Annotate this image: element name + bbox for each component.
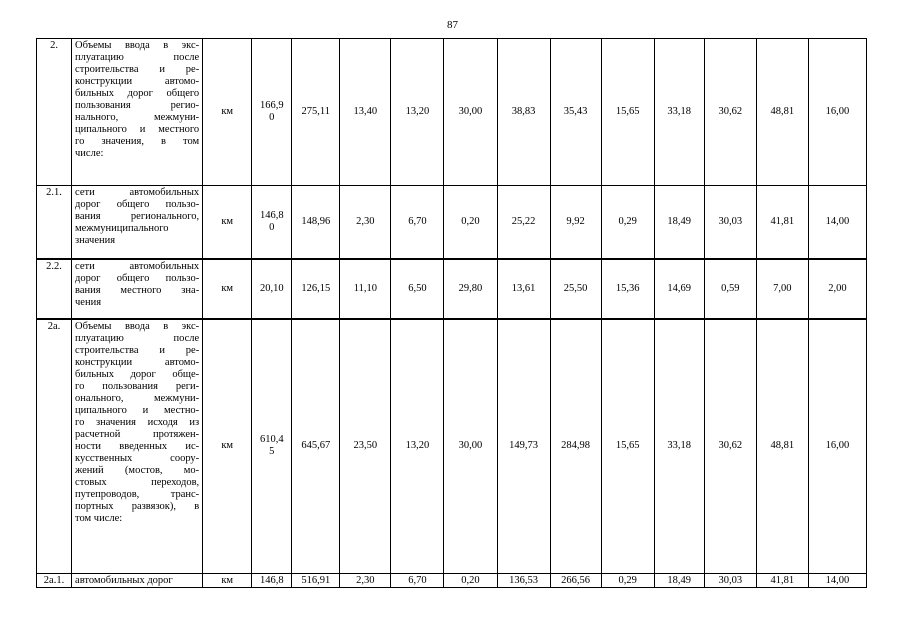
value-cell: 20,10 <box>252 259 292 319</box>
value-cell: 25,50 <box>550 259 601 319</box>
value-cell: 275,11 <box>292 39 340 186</box>
value-cell: 9,92 <box>550 186 601 259</box>
value-cell: 33,18 <box>654 39 704 186</box>
value-cell: 2,30 <box>340 574 391 588</box>
unit-cell: км <box>203 259 252 319</box>
description-line: автомобильных дорог <box>75 575 173 586</box>
description-line: сети автомобильных <box>75 260 200 272</box>
value-cell: 41,81 <box>756 574 808 588</box>
value-cell: 13,20 <box>391 319 444 574</box>
value-cell: 2,30 <box>340 186 391 259</box>
row-number: 2. <box>37 39 72 186</box>
description-line: го пользования реги- <box>75 380 200 392</box>
value-cell: 14,00 <box>808 186 866 259</box>
value-cell: 14,00 <box>808 574 866 588</box>
description-line: конструкции автомо- <box>75 76 200 87</box>
description-line: вания местного зна- <box>75 284 200 296</box>
value-cell: 11,10 <box>340 259 391 319</box>
description-line: стовых переходов, <box>75 476 200 488</box>
value-cell: 13,40 <box>340 39 391 186</box>
description-line: жений (мостов, мо- <box>75 464 200 476</box>
row-number: 2а.1. <box>37 574 72 588</box>
description-line: плуатацию после <box>75 332 200 344</box>
value-cell: 146,8 <box>252 574 292 588</box>
value-cell: 13,61 <box>497 259 550 319</box>
table-row <box>37 319 867 574</box>
value-cell: 126,15 <box>292 259 340 319</box>
unit-cell: км <box>203 319 252 574</box>
value-cell: 148,96 <box>292 186 340 259</box>
value-cell: 136,53 <box>497 574 550 588</box>
value-cell: 15,36 <box>601 259 654 319</box>
table-row <box>37 259 867 319</box>
value-cell: 284,98 <box>550 319 601 574</box>
row-number: 2а. <box>37 319 72 574</box>
description-line: дорог общего пользо- <box>75 272 200 284</box>
description-line: онального, межмуни- <box>75 392 200 404</box>
value-cell: 13,20 <box>391 39 444 186</box>
value-cell: 30,62 <box>704 319 756 574</box>
description-line: ципального и местного <box>75 124 200 135</box>
description-line: Объемы ввода в экс- <box>75 40 200 51</box>
description-line: конструкции автомо- <box>75 356 200 368</box>
value-cell: 266,56 <box>550 574 601 588</box>
value-cell: 25,22 <box>497 186 550 259</box>
description-line: вания регионального, <box>75 211 200 222</box>
value-cell: 30,00 <box>444 319 497 574</box>
unit-cell: км <box>203 186 252 259</box>
value-cell: 48,81 <box>756 39 808 186</box>
value-cell: 16,00 <box>808 319 866 574</box>
value-cell: 15,65 <box>601 319 654 574</box>
value-cell: 18,49 <box>654 186 704 259</box>
description-line: том числе: <box>75 512 123 524</box>
value-cell: 16,00 <box>808 39 866 186</box>
value-cell: 6,70 <box>391 186 444 259</box>
value-cell: 30,00 <box>444 39 497 186</box>
row-number: 2.2. <box>37 259 72 319</box>
unit-cell: км <box>203 574 252 588</box>
indicator-table <box>36 38 867 588</box>
value-cell: 149,73 <box>497 319 550 574</box>
value-cell: 610,4 5 <box>252 319 292 574</box>
table-row <box>37 186 867 259</box>
description-line: чения <box>75 296 102 308</box>
description-line: расчетной протяжен- <box>75 428 200 440</box>
value-cell: 516,91 <box>292 574 340 588</box>
row-description <box>72 186 203 259</box>
value-cell: 23,50 <box>340 319 391 574</box>
value-cell: 2,00 <box>808 259 866 319</box>
value-cell: 6,50 <box>391 259 444 319</box>
value-cell: 6,70 <box>391 574 444 588</box>
value-cell: 15,65 <box>601 39 654 186</box>
description-line: го значения исходя из <box>75 416 200 428</box>
row-description <box>72 574 203 588</box>
value-cell: 0,20 <box>444 186 497 259</box>
value-cell: 48,81 <box>756 319 808 574</box>
row-description <box>72 39 203 186</box>
description-line: значения <box>75 235 116 246</box>
value-cell: 38,83 <box>497 39 550 186</box>
description-line: го значения, в том <box>75 136 200 147</box>
value-cell: 29,80 <box>444 259 497 319</box>
description-line: нального, межмуни- <box>75 112 200 123</box>
value-cell: 33,18 <box>654 319 704 574</box>
unit-cell: км <box>203 39 252 186</box>
table-row <box>37 574 867 588</box>
value-cell: 18,49 <box>654 574 704 588</box>
description-line: пользования регио- <box>75 100 200 111</box>
description-line: дорог общего пользо- <box>75 199 200 210</box>
value-cell: 0,20 <box>444 574 497 588</box>
table-body <box>37 39 867 588</box>
row-description <box>72 259 203 319</box>
description-line: числе: <box>75 148 104 159</box>
value-cell: 0,29 <box>601 574 654 588</box>
description-line: Объемы ввода в экс- <box>75 320 200 332</box>
description-line: кусственных соору- <box>75 452 200 464</box>
description-line: ципального и местно- <box>75 404 200 416</box>
value-cell: 0,59 <box>704 259 756 319</box>
value-cell: 0,29 <box>601 186 654 259</box>
description-line: строительства и ре- <box>75 64 200 75</box>
description-line: бильных дорог обще- <box>75 368 200 380</box>
description-line: портных развязок), в <box>75 500 200 512</box>
description-line: бильных дорог общего <box>75 88 200 99</box>
description-line: путепроводов, транс- <box>75 488 200 500</box>
description-line: плуатацию после <box>75 52 200 63</box>
description-line: ности введенных ис- <box>75 440 200 452</box>
table-row <box>37 39 867 186</box>
value-cell: 14,69 <box>654 259 704 319</box>
description-line: сети автомобильных <box>75 187 200 198</box>
value-cell: 146,8 0 <box>252 186 292 259</box>
value-cell: 30,03 <box>704 574 756 588</box>
value-cell: 166,9 0 <box>252 39 292 186</box>
page-number: 87 <box>447 19 458 31</box>
value-cell: 41,81 <box>756 186 808 259</box>
row-number: 2.1. <box>37 186 72 259</box>
row-description <box>72 319 203 574</box>
value-cell: 30,62 <box>704 39 756 186</box>
value-cell: 7,00 <box>756 259 808 319</box>
description-line: строительства и ре- <box>75 344 200 356</box>
value-cell: 30,03 <box>704 186 756 259</box>
value-cell: 35,43 <box>550 39 601 186</box>
description-line: межмуниципального <box>75 223 169 234</box>
value-cell: 645,67 <box>292 319 340 574</box>
